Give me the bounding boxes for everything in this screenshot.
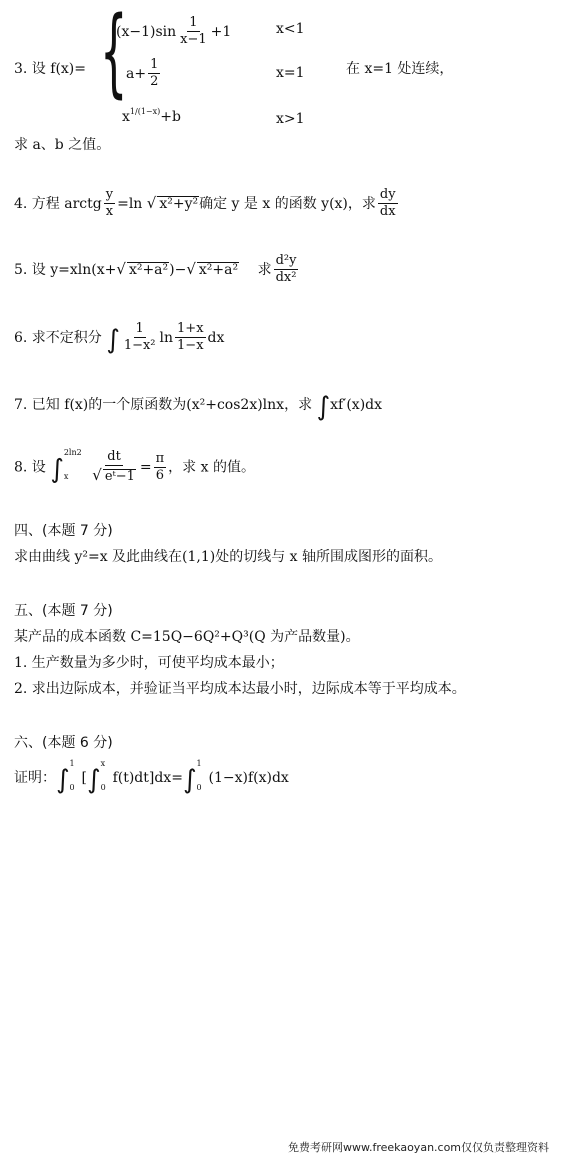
question-5: 5. 设 y=xln(x+√ x²+a²)−√ x²+a² 求 $\frac{\text{d²y}}{\text{dx²}}$	[14, 253, 297, 286]
q3-continuity-text: 在 x=1 处连续，	[346, 61, 454, 77]
integral-sign-icon: ∫	[316, 392, 331, 422]
piecewise-brace: {	[100, 0, 128, 108]
integral-sign-icon: ∫	[182, 765, 197, 795]
section-5-item-1: 1. 生产数量为多少时，可使平均成本最小；	[14, 655, 284, 671]
section-5-item-2: 2. 求出边际成本，并验证当平均成本达最小时，边际成本等于平均成本。	[14, 681, 466, 697]
sqrt-sign-icon: √	[186, 259, 196, 278]
sqrt-sign-icon: √	[146, 193, 157, 212]
integral-sign-icon: ∫	[50, 454, 64, 485]
q3-case1: (x−1)sin $\frac{1}{x-1}$ +1	[116, 15, 232, 48]
question-4: 4. 方程 arctg $\frac{y}{x}$ =ln √ x²+y²确定 y 是 x 的函数 y(x)，求 $\frac{dy}{dx}$	[14, 187, 396, 220]
q3-label: 3. 设 f(x)=	[14, 61, 86, 77]
q3-case1-condition: x<1	[276, 21, 305, 37]
footer-source-note: 免费考研网www.freekaoyan.com仅仅负责整理资料	[288, 1141, 550, 1154]
sqrt-sign-icon: √	[92, 466, 102, 485]
section-5-heading: 五、(本题 7 分)	[14, 603, 113, 619]
section-4-heading: 四、(本题 7 分)	[14, 523, 113, 539]
q3-case3-condition: x>1	[276, 111, 305, 127]
q3-case3: $x^{1/(1-x)}+b$	[122, 107, 181, 125]
integral-sign-icon: ∫	[87, 765, 101, 795]
q3-case2: a+ $\frac{1}{2}$	[126, 57, 159, 90]
section-5-body: 某产品的成本函数 C=15Q−6Q²+Q³(Q 为产品数量)。	[14, 629, 360, 645]
section-6-proof: 证明：∫ 1 0 [∫ x 0 f(t)dt]dx=∫ 1 0 (1−x)f(x)dx	[14, 759, 289, 795]
question-7: 7. 已知 f(x)的一个原函数为(x²+cos2x)lnx，求 ∫xf′(x)dx	[14, 392, 383, 422]
question-6: 6. 求不定积分 ∫ $\frac{1}{\text{1−x²}}$ ln $\frac{1+x}{1-x}$ dx	[14, 321, 225, 355]
integral-sign-icon: ∫	[56, 765, 70, 795]
section-6-heading: 六、(本题 6 分)	[14, 735, 113, 751]
q3-case2-condition: x=1	[276, 65, 305, 81]
integral-sign-icon: ∫	[106, 324, 120, 355]
question-8: 8. 设 ∫ 2ln2 x $\frac{dt}{\text{√ eᵗ−1}}$ = $\frac{\pi}{6}$ ，求 x 的值。	[14, 448, 255, 485]
q3-ask: 求 a、b 之值。	[14, 137, 111, 153]
section-4-body: 求由曲线 y²=x 及此曲线在(1,1)处的切线与 x 轴所围成图形的面积。	[14, 549, 443, 565]
sqrt-sign-icon: √	[116, 259, 126, 278]
